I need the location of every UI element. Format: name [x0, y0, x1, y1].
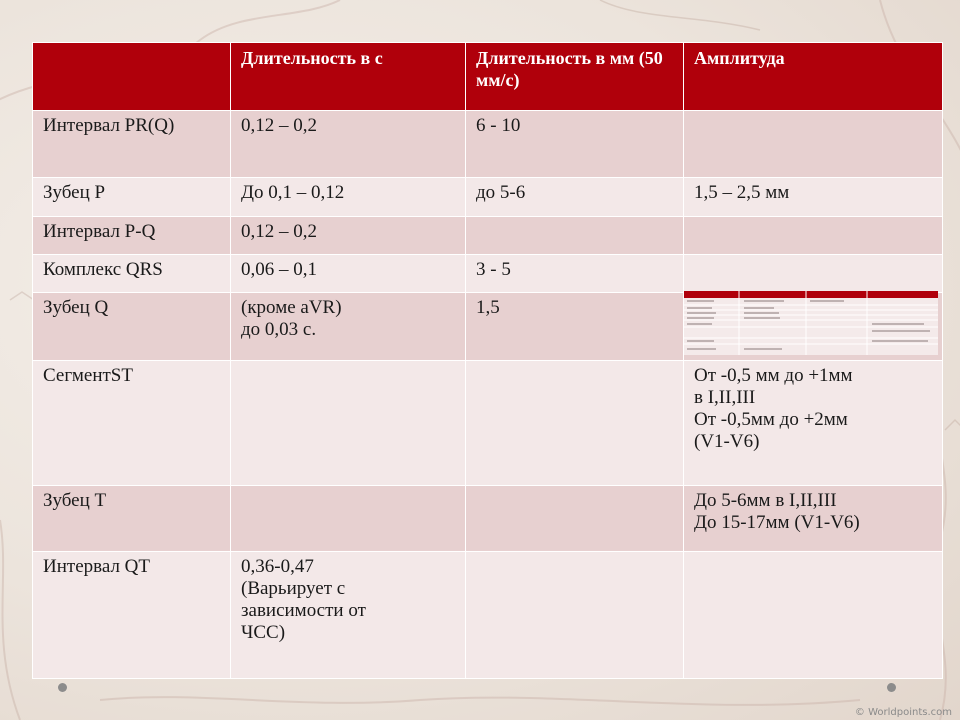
cell-sec [231, 486, 466, 552]
cell-sec: 0,36-0,47 (Варьирует с зависимости от ЧСС) [231, 552, 466, 679]
cell-sec: 0,12 – 0,2 [231, 111, 466, 178]
cell-amp [684, 111, 943, 178]
cell-name: Зубец P [33, 178, 231, 217]
header-empty [33, 43, 231, 111]
cell-name: Зубец T [33, 486, 231, 552]
cell-name: Интервал P-Q [33, 217, 231, 255]
table-header-row [33, 43, 943, 111]
watermark-credit: © Worldpoints.com [854, 707, 952, 718]
cell-name: Зубец Q [33, 293, 231, 361]
cell-mm: 6 - 10 [466, 111, 684, 178]
table-thumbnail-image [684, 291, 938, 355]
cell-sec [231, 361, 466, 486]
cell-amp [684, 552, 943, 679]
table-row [33, 217, 943, 255]
header-duration-sec: Длительность в с [231, 43, 466, 111]
table-row [33, 552, 943, 679]
cell-amp [684, 255, 943, 293]
cell-sec: 0,06 – 0,1 [231, 255, 466, 293]
cell-amp [684, 217, 943, 255]
header-duration-mm: Длительность в мм (50 мм/с) [466, 43, 684, 111]
table-row [33, 293, 943, 361]
cell-mm: 1,5 [466, 293, 684, 361]
table-row [33, 111, 943, 178]
cell-mm: до 5-6 [466, 178, 684, 217]
cell-name: Комплекс QRS [33, 255, 231, 293]
table-row [33, 486, 943, 552]
header-amplitude: Амплитуда [684, 43, 943, 111]
cell-sec: (кроме aVR) до 0,03 с. [231, 293, 466, 361]
table-row [33, 361, 943, 486]
table-container [32, 42, 942, 678]
cell-amp: До 5-6мм в I,II,III До 15-17мм (V1-V6) [684, 486, 943, 552]
table-row [33, 178, 943, 217]
cell-amp: От -0,5 мм до +1мм в I,II,III От -0,5мм до +2мм (V1-V6) [684, 361, 943, 486]
cell-sec: 0,12 – 0,2 [231, 217, 466, 255]
cell-mm [466, 361, 684, 486]
slide-dot-right [887, 683, 896, 692]
cell-mm [466, 217, 684, 255]
table-row [33, 255, 943, 293]
slide-dot-left [58, 683, 67, 692]
cell-mm: 3 - 5 [466, 255, 684, 293]
cell-amp: 1,5 – 2,5 мм [684, 178, 943, 217]
cell-mm [466, 552, 684, 679]
cell-name: Интервал PR(Q) [33, 111, 231, 178]
ecg-norms-table [32, 42, 943, 679]
cell-sec: До 0,1 – 0,12 [231, 178, 466, 217]
cell-mm [466, 486, 684, 552]
cell-name: СегментST [33, 361, 231, 486]
cell-amp-thumbnail [684, 293, 943, 361]
cell-name: Интервал QT [33, 552, 231, 679]
